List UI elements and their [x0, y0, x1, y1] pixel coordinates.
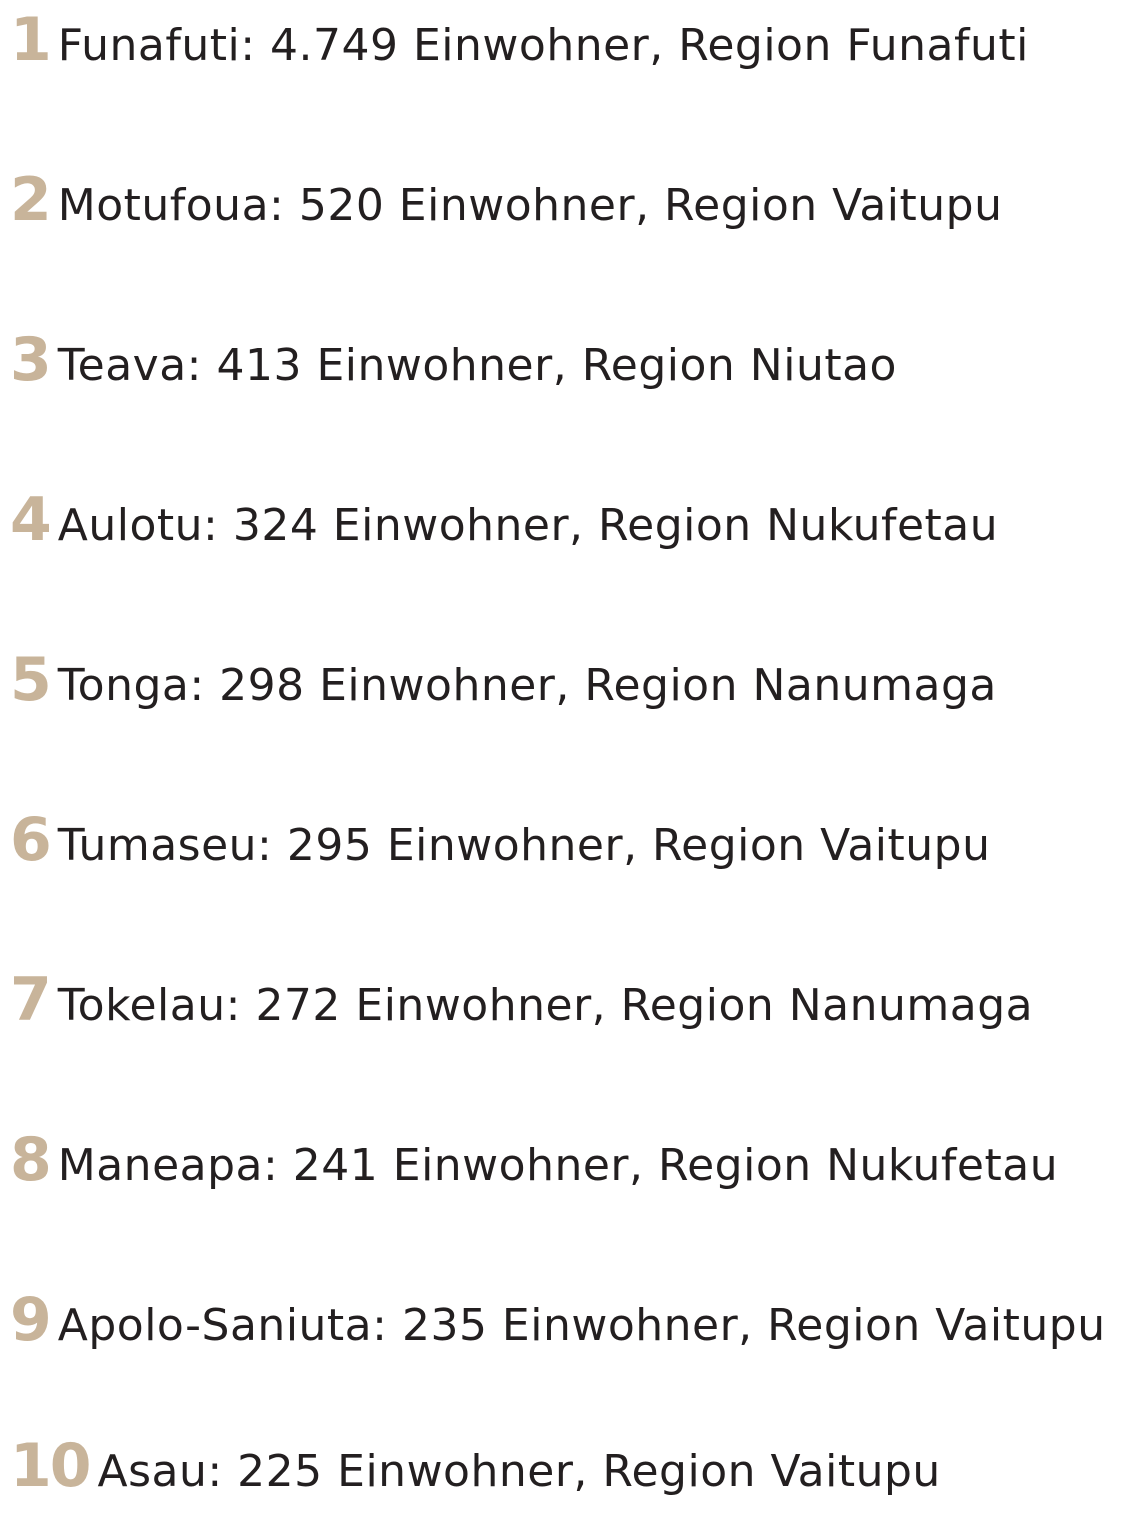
- list-item-text: Tokelau: 272 Einwohner, Region Nanumaga: [57, 980, 1034, 1031]
- list-item: [10, 320, 897, 400]
- list-item: [10, 0, 1029, 80]
- rank-number: 10: [10, 1431, 90, 1501]
- list-item-text: Motufoua: 520 Einwohner, Region Vaitupu: [57, 180, 1003, 231]
- rank-number: 5: [10, 645, 50, 715]
- list-item-text: Apolo-Saniuta: 235 Einwohner, Region Vaitupu: [57, 1300, 1106, 1351]
- rank-number: 4: [10, 485, 50, 555]
- list-item: [10, 800, 990, 880]
- rank-number: 1: [10, 5, 50, 75]
- list-item-text: Teava: 413 Einwohner, Region Niutao: [57, 340, 897, 391]
- rank-number: 8: [10, 1125, 50, 1195]
- list-item: [10, 160, 1002, 240]
- list-item-text: Aulotu: 324 Einwohner, Region Nukufetau: [57, 500, 999, 551]
- list-item: [10, 960, 1033, 1040]
- list-item-text: Tonga: 298 Einwohner, Region Nanumaga: [57, 660, 997, 711]
- list-item: [10, 1426, 941, 1506]
- rank-number: 6: [10, 805, 50, 875]
- list-item: [10, 1280, 1106, 1360]
- list-item-text: Funafuti: 4.749 Einwohner, Region Funafuti: [57, 20, 1029, 71]
- list-item-text: Tumaseu: 295 Einwohner, Region Vaitupu: [57, 820, 991, 871]
- list-item: [10, 480, 998, 560]
- rank-number: 7: [10, 965, 50, 1035]
- list-item: [10, 640, 997, 720]
- list-item-text: Maneapa: 241 Einwohner, Region Nukufetau: [57, 1140, 1059, 1191]
- rank-number: 3: [10, 325, 50, 395]
- rank-number: 9: [10, 1285, 50, 1355]
- rank-number: 2: [10, 165, 50, 235]
- list-item: [10, 1120, 1058, 1200]
- list-item-text: Asau: 225 Einwohner, Region Vaitupu: [97, 1446, 941, 1497]
